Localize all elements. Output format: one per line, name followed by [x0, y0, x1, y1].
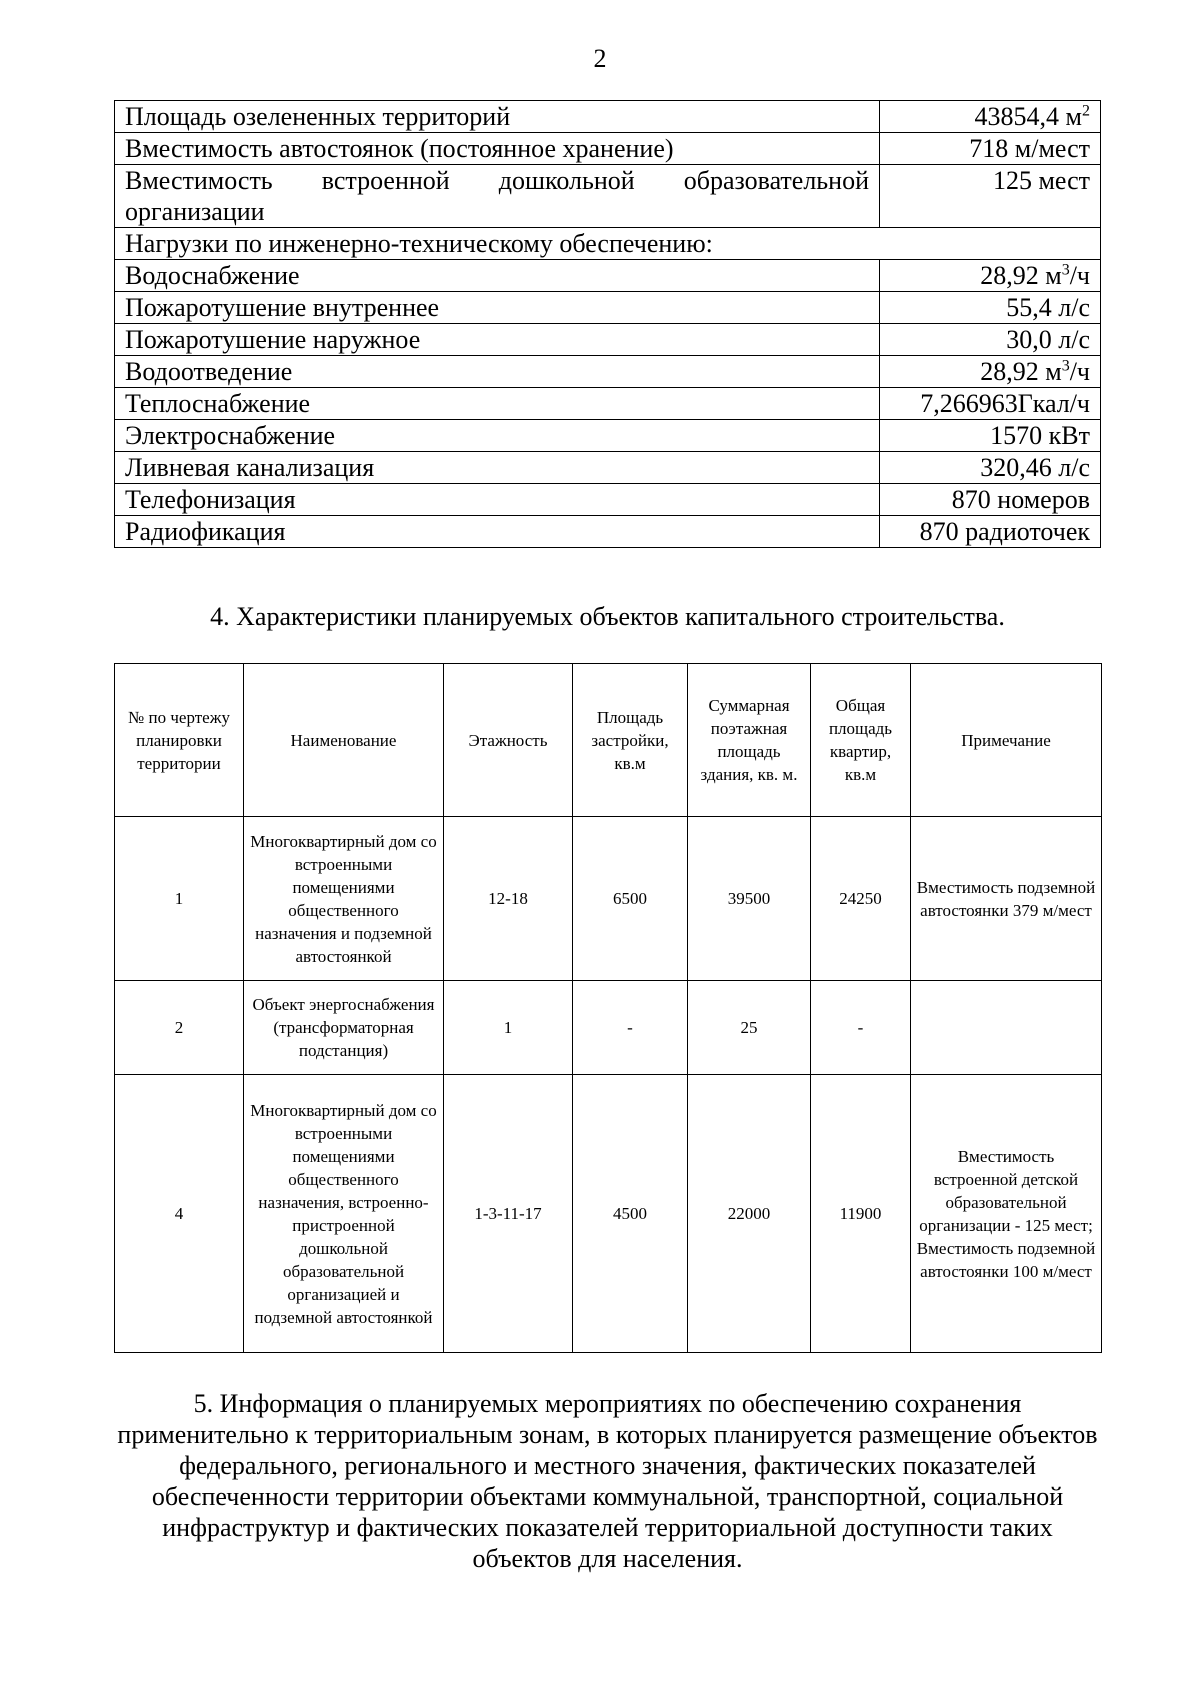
indicator-label: Вместимость автостоянок (постоянное хранение) [115, 133, 880, 165]
table-row [115, 388, 1101, 420]
section-4-heading: 4. Характеристики планируемых объектов капитального строительства. [210, 602, 1005, 631]
table-row [115, 817, 1102, 981]
column-header: Наименование [244, 664, 444, 817]
table-cell: 22000 [688, 1075, 811, 1353]
indicator-value: 125 мест [880, 165, 1101, 228]
table-row [115, 165, 1101, 228]
load-value: 30,0 л/с [880, 324, 1101, 356]
load-value: 870 радиоточек [880, 516, 1101, 548]
load-value: 1570 кВт [880, 420, 1101, 452]
table-cell: 1-3-11-17 [444, 1075, 573, 1353]
load-label: Водоотведение [115, 356, 880, 388]
load-label: Водоснабжение [115, 260, 880, 292]
column-header: № по чертежу планировки территории [115, 664, 244, 817]
table-cell: Вместимость встроенной детской образовательной организации - 125 мест; Вместимость подземной автостоянки 100 м/мест [911, 1075, 1102, 1353]
table-row [115, 1075, 1102, 1353]
table-cell [911, 981, 1102, 1075]
table-cell: 25 [688, 981, 811, 1075]
indicator-value: 718 м/мест [880, 133, 1101, 165]
table-row [115, 356, 1101, 388]
table-cell: Многоквартирный дом со встроенными помещениями общественного назначения, встроенно-пристроенной дошкольной образовательной организацией и подземной автостоянкой [244, 1075, 444, 1353]
load-label: Ливневая канализация [115, 452, 880, 484]
load-label: Теплоснабжение [115, 388, 880, 420]
table-row [115, 516, 1101, 548]
table-cell: 1 [444, 981, 573, 1075]
table-row [115, 324, 1101, 356]
table-row [115, 452, 1101, 484]
table-cell: - [573, 981, 688, 1075]
table-header-row [115, 664, 1102, 817]
page-number: 2 [593, 44, 607, 73]
table-row [115, 484, 1101, 516]
table-row [115, 292, 1101, 324]
indicator-value: 43854,4 $м^2$ [880, 101, 1101, 133]
table-cell: Объект энергоснабжения (трансформаторная подстанция) [244, 981, 444, 1075]
indicator-label: Вместимость встроенной дошкольной образовательной организации [115, 165, 880, 228]
load-label: Электроснабжение [115, 420, 880, 452]
load-label: Пожаротушение внутреннее [115, 292, 880, 324]
load-value: 320,46 л/с [880, 452, 1101, 484]
table-cell: - [811, 981, 911, 1075]
load-value: 7,266963Гкал/ч [880, 388, 1101, 420]
section-label: Нагрузки по инженерно-техническому обеспечению: [115, 228, 1101, 260]
table-row [115, 228, 1101, 260]
table-row [115, 981, 1102, 1075]
table-row [115, 420, 1101, 452]
column-header: Общая площадь квартир, кв.м [811, 664, 911, 817]
table-cell: 24250 [811, 817, 911, 981]
load-label: Пожаротушение наружное [115, 324, 880, 356]
table-cell: Многоквартирный дом со встроенными помещениями общественного назначения и подземной автостоянкой [244, 817, 444, 981]
column-header: Примечание [911, 664, 1102, 817]
table-cell: 4500 [573, 1075, 688, 1353]
load-value: 55,4 л/с [880, 292, 1101, 324]
table-row [115, 260, 1101, 292]
indicator-label: Площадь озелененных территорий [115, 101, 880, 133]
table-cell: Вместимость подземной автостоянки 379 м/мест [911, 817, 1102, 981]
indicators-table [114, 100, 1101, 548]
section-5-heading: 5. Информация о планируемых мероприятиях по обеспечению сохранения применительно к территориальным зонам, в которых планируется размещение объектов федерального, регионального и местного значения, фактических показателей обеспеченности территории объектами коммунальной, транспортной, социальной инфраструктур и фактических показателей территориальной доступности таких объектов для населения. [117, 1389, 1098, 1573]
load-value: 870 номеров [880, 484, 1101, 516]
table-cell: 4 [115, 1075, 244, 1353]
load-label: Телефонизация [115, 484, 880, 516]
column-header: Суммарная поэтажная площадь здания, кв. м. [688, 664, 811, 817]
table-cell: 1 [115, 817, 244, 981]
table-cell: 11900 [811, 1075, 911, 1353]
table-cell: 6500 [573, 817, 688, 981]
column-header: Этажность [444, 664, 573, 817]
column-header: Площадь застройки, кв.м [573, 664, 688, 817]
table-cell: 39500 [688, 817, 811, 981]
table-row [115, 101, 1101, 133]
load-value: 28,92 $м^3/ч$ [880, 260, 1101, 292]
table-cell: 2 [115, 981, 244, 1075]
objects-table [114, 663, 1102, 1353]
table-row [115, 133, 1101, 165]
load-value: 28,92 $м^3/ч$ [880, 356, 1101, 388]
load-label: Радиофикация [115, 516, 880, 548]
table-cell: 12-18 [444, 817, 573, 981]
